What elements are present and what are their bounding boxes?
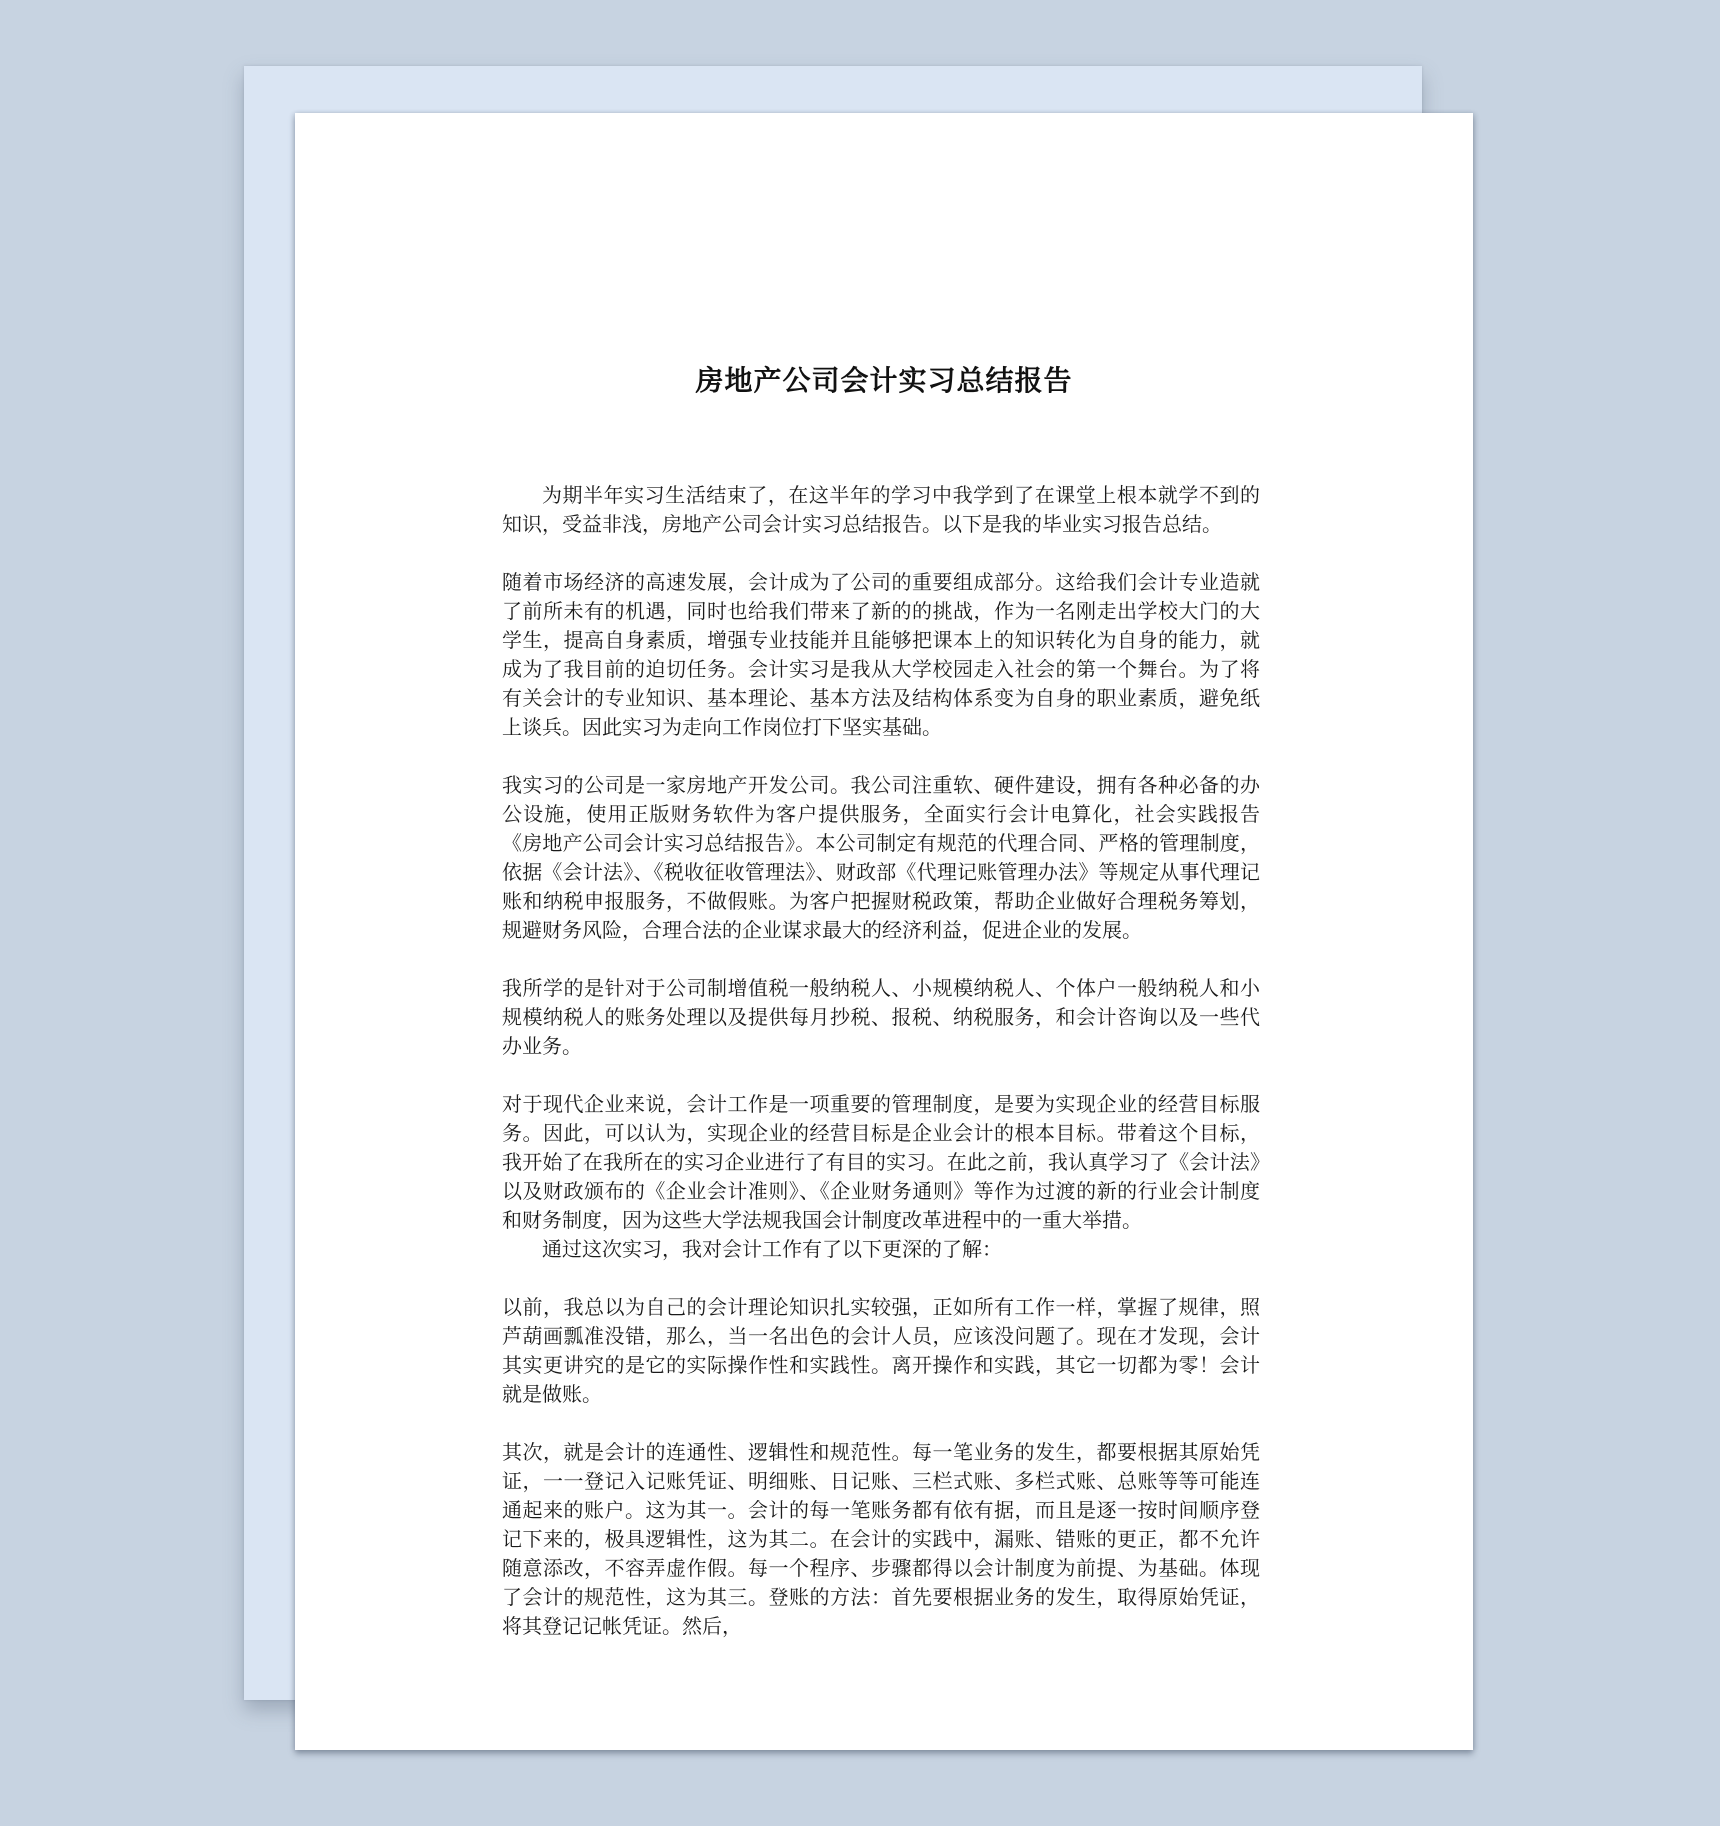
- document-title: 房地产公司会计实习总结报告: [695, 364, 1073, 397]
- document-page: [295, 113, 1473, 1750]
- document-body: [502, 481, 1260, 1670]
- paragraph-company-profile: 我实习的公司是一家房地产开发公司。我公司注重软、硬件建设，拥有各种必备的办公设施，使用正版财务软件为客户提供服务，全面实行会计电算化，社会实践报告《房地产公司会计实习总结报告》。本公司制定有规范的代理合同、严格的管理制度，依据《会计法》、《税收征收管理法》、财政部《代理记账管理办法》等规定从事代理记账和纳税申报服务，不做假账。为客户把握财税政策，帮助企业做好合理税务筹划，规避财务风险，合理合法的企业谋求最大的经济利益，促进企业的发展。: [502, 773, 1260, 942]
- paragraph-connectivity: 其次，就是会计的连通性、逻辑性和规范性。每一笔业务的发生，都要根据其原始凭证，一一登记入记账凭证、明细账、日记账、三栏式账、多栏式账、总账等等可能连通起来的账户。这为其一。会计的每一笔账务都有依有据，而且是逐一按时间顺序登记下来的，极具逻辑性，这为其二。在会计的实践中，漏账、错账的更正，都不允许随意添改，不容弄虚作假。每一个程序、步骤都得以会计制度为前提、为基础。体现了会计的规范性，这为其三。登账的方法：首先要根据业务的发生，取得原始凭证，将其登记记帐凭证。然后，: [502, 1440, 1260, 1638]
- paragraph-modern-enterprise: 对于现代企业来说，会计工作是一项重要的管理制度，是要为实现企业的经营目标服务。因此，可以认为，实现企业的经营目标是企业会计的根本目标。带着这个目标，我开始了在我所在的实习企业进行了有目的实习。在此之前，我认真学习了《会计法》以及财政颁布的《企业会计准则》、《企业财务通则》等作为过渡的新的行业会计制度和财务制度，因为这些大学法规我国会计制度改革进程中的一重大举措。: [502, 1092, 1260, 1232]
- paragraph-practice: 以前，我总以为自己的会计理论知识扎实较强，正如所有工作一样，掌握了规律，照芦葫画瓢准没错，那么，当一名出色的会计人员，应该没问题了。现在才发现，会计其实更讲究的是它的实际操作性和实践性。离开操作和实践，其它一切都为零！会计就是做账。: [502, 1295, 1260, 1406]
- paragraph-understanding-intro: 通过这次实习，我对会计工作有了以下更深的了解：: [542, 1237, 1002, 1261]
- paragraph-intro: 为期半年实习生活结束了，在这半年的学习中我学到了在课堂上根本就学不到的知识，受益非浅，房地产公司会计实习总结报告。以下是我的毕业实习报告总结。: [502, 483, 1260, 536]
- paragraph-learning-scope: 我所学的是针对于公司制增值税一般纳税人、小规模纳税人、个体户一般纳税人和小规模纳税人的账务处理以及提供每月抄税、报税、纳税服务，和会计咨询以及一些代办业务。: [502, 976, 1260, 1058]
- paragraph-market-development: 随着市场经济的高速发展，会计成为了公司的重要组成部分。这给我们会计专业造就了前所未有的机遇，同时也给我们带来了新的的挑战，作为一名刚走出学校大门的大学生，提高自身素质，增强专业技能并且能够把课本上的知识转化为自身的能力，就成为了我目前的迫切任务。会计实习是我从大学校园走入社会的第一个舞台。为了将有关会计的专业知识、基本理论、基本方法及结构体系变为自身的职业素质，避免纸上谈兵。因此实习为走向工作岗位打下坚实基础。: [502, 570, 1260, 739]
